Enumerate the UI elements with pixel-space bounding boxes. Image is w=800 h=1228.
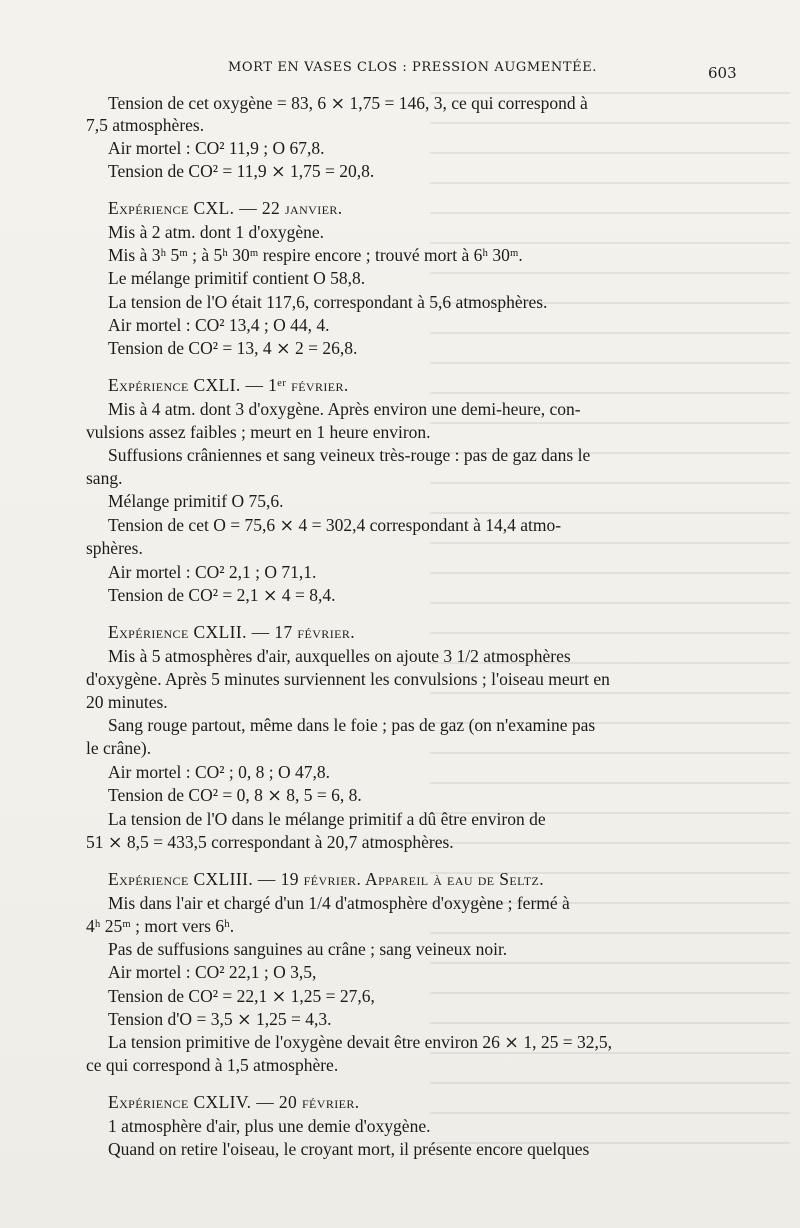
text-line: Quand on retire l'oiseau, le croyant mort, il présente encore quelques (108, 1139, 590, 1159)
text-line: Mis à 3ʰ 5ᵐ ; à 5ʰ 30ᵐ respire encore ; trouvé mort à 6ʰ 30ᵐ. (108, 245, 523, 265)
text-line: Tension de cet oxygène = 83, 6 ⨯ 1,75 = 146, 3, ce qui correspond à (108, 93, 588, 113)
text-line: Tension de CO² = 2,1 ⨯ 4 = 8,4. (108, 585, 336, 605)
text-line: Air mortel : CO² 2,1 ; O 71,1. (108, 562, 317, 582)
text-line: 7,5 atmosphères. (86, 115, 205, 135)
text-line: Mis dans l'air et chargé d'un 1/4 d'atmosphère d'oxygène ; fermé à (108, 893, 570, 913)
text-line: 4ʰ 25ᵐ ; mort vers 6ʰ. (86, 916, 235, 936)
text-line: Pas de suffusions sanguines au crâne ; sang veineux noir. (108, 939, 508, 959)
page-number: 603 (708, 64, 737, 82)
text-line: Tension de cet O = 75,6 ⨯ 4 = 302,4 correspondant à 14,4 atmo- (108, 515, 562, 535)
text-line: Air mortel : CO² 13,4 ; O 44, 4. (108, 315, 330, 335)
experiment-heading: Expérience CXLIV. — 20 février. (108, 1092, 360, 1112)
text-line: La tension de l'O était 117,6, correspondant à 5,6 atmosphères. (108, 292, 548, 312)
experiment-heading: Expérience CXL. — 22 janvier. (108, 198, 343, 218)
running-head: MORT EN VASES CLOS : PRESSION AUGMENTÉE. (228, 60, 598, 75)
experiment-heading: Expérience CXLI. — 1ᵉʳ février. (108, 375, 349, 395)
text-line: sang. (86, 468, 123, 488)
text-line: le crâne). (86, 738, 152, 758)
reverse-page-bleed-through (430, 70, 790, 1170)
experiment-heading: Expérience CXLII. — 17 février. (108, 622, 355, 642)
text-line: vulsions assez faibles ; meurt en 1 heure environ. (86, 422, 431, 442)
text-line: Mélange primitif O 75,6. (108, 491, 284, 511)
text-line: Air mortel : CO² ; 0, 8 ; O 47,8. (108, 762, 331, 782)
text-line: d'oxygène. Après 5 minutes surviennent les convulsions ; l'oiseau meurt en (86, 669, 610, 689)
text-line: La tension de l'O dans le mélange primitif a dû être environ de (108, 809, 546, 829)
text-line: Mis à 5 atmosphères d'air, auxquelles on ajoute 3 1/2 atmosphères (108, 646, 571, 666)
text-line: Tension de CO² = 0, 8 ⨯ 8, 5 = 6, 8. (108, 785, 362, 805)
text-line: 20 minutes. (86, 692, 168, 712)
experiment-heading: Expérience CXLIII. — 19 février. Appareil à eau de Seltz. (108, 869, 544, 889)
page-header (0, 60, 800, 80)
text-line: Tension de CO² = 22,1 ⨯ 1,25 = 27,6, (108, 986, 375, 1006)
text-line: Mis à 4 atm. dont 3 d'oxygène. Après environ une demi-heure, con- (108, 399, 581, 419)
text-line: sphères. (86, 538, 143, 558)
text-line: Sang rouge partout, même dans le foie ; pas de gaz (on n'examine pas (108, 715, 596, 735)
text-line: La tension primitive de l'oxygène devait être environ 26 ⨯ 1, 25 = 32,5, (108, 1032, 612, 1052)
text-line: 1 atmosphère d'air, plus une demie d'oxygène. (108, 1116, 431, 1136)
text-line: Tension de CO² = 13, 4 ⨯ 2 = 26,8. (108, 338, 358, 358)
text-line: Le mélange primitif contient O 58,8. (108, 268, 366, 288)
text-line: ce qui correspond à 1,5 atmosphère. (86, 1055, 339, 1075)
text-line: Mis à 2 atm. dont 1 d'oxygène. (108, 222, 325, 242)
text-line: Tension d'O = 3,5 ⨯ 1,25 = 4,3. (108, 1009, 332, 1029)
text-line: Air mortel : CO² 11,9 ; O 67,8. (108, 138, 325, 158)
text-line: Suffusions crâniennes et sang veineux très-rouge : pas de gaz dans le (108, 445, 591, 465)
text-line: 51 ⨯ 8,5 = 433,5 correspondant à 20,7 atmosphères. (86, 832, 454, 852)
text-line: Air mortel : CO² 22,1 ; O 3,5, (108, 962, 317, 982)
text-line: Tension de CO² = 11,9 ⨯ 1,75 = 20,8. (108, 161, 375, 181)
